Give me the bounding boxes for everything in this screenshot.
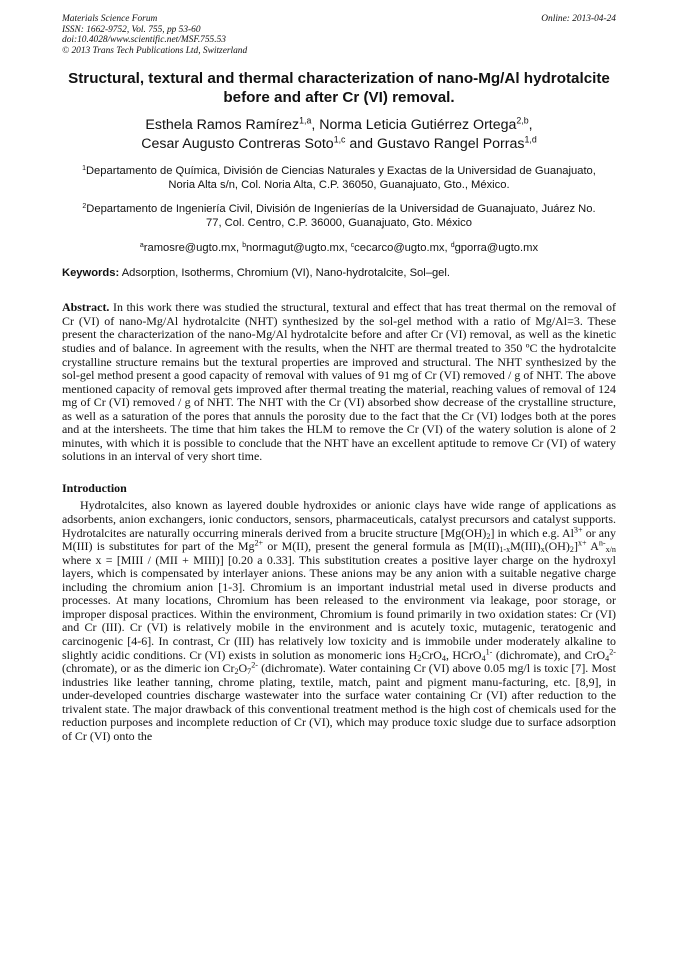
- text-run: or any M(III) is substitutes for part of the Mg: [62, 525, 616, 554]
- subscript: 7: [247, 667, 252, 677]
- email-address: gporra@ugto.mx: [454, 242, 539, 255]
- email-address: ramosre@ugto.mx,: [143, 242, 243, 255]
- subscript: 2: [234, 667, 239, 677]
- text-run: (dichromate). Water containing Cr (VI) above 0.05 mg/l is toxic [7]. Most industries like leather tanning, chrome plating, textile, match, paint and pigment manu-facturing, etc. [8,9], in under-developed countries discharge wastewater into the surface water containing Cr (VI) after reduction to the trivalent state. The major drawback of this conventional treatment method is the high cost of chemicals used for the reduction purposes and incomplete reduction of Cr (VI), which may produce toxic sludge due to surface adsorption of Cr (VI) onto the: [62, 661, 616, 743]
- journal-name: Materials Science Forum: [62, 14, 158, 24]
- author-list: [62, 116, 616, 153]
- subscript: 4: [441, 653, 446, 663]
- author-separator: ,: [311, 117, 320, 134]
- email-marker: b: [242, 242, 247, 250]
- affiliation-text: Departamento de Química, División de Ciencias Naturales y Exactas de la Universidad de Guanajuato, Noria Alta s/n, Col. Noria Alta, C.P. 36050, Guanajuato, Gto., México.: [85, 164, 596, 191]
- affiliation-marker: 1: [82, 164, 86, 172]
- issn-line: ISSN: 1662-9752, Vol. 755, pp 53-60: [62, 24, 201, 35]
- text-run: O: [238, 661, 248, 676]
- text-run: Hydrotalcites, also known as layered double hydroxides or anionic clays have wide range of applications as adsorbents, anion exchangers, ionic conductors, sensors, pharmaceuticals, catalyst precursors and catalyst supports. Hydrotalcites are naturally occurring minerals derived from a brucite structure [Mg(OH): [62, 498, 616, 540]
- superscript: n-: [598, 538, 606, 548]
- superscript: 3+: [573, 525, 583, 535]
- text-run: A: [586, 539, 599, 554]
- superscript: 2+: [254, 538, 264, 548]
- text-run: where x = [MIII / (MII + MIII)] [0.20 a 0.33]. This substitution creates a positive layer charge on the hydroxyl layers, which is compensated by interlayer anions. These anions may be any anion with a suitable negative charge including the chromium anion [1-3]. Chromium is an important industrial metal used in diverse products and processes. At many locations, Chromium has been released to the environment via leakage, poor storage, or improper disposal practices. Within the environment, Chromium is found primarily in two oxidation states: Cr (VI) and Cr (III). Cr (VI) is relatively mobile in the environment and is acutely toxic, mutagenic, teratogenic and carcinogenic [4-6]. In contrast, Cr (III) has relatively low toxicity and is immobile under moderately alkaline to slightly acidic conditions. Cr (VI) exists in solution as monomeric ions H: [62, 552, 616, 662]
- author-marker: 1,d: [524, 134, 537, 145]
- affiliation-marker: 2: [82, 202, 87, 210]
- text-run: or M(II), present the general formula as [M(II): [263, 539, 500, 554]
- subscript: 2: [417, 653, 422, 663]
- subscript: 1-x: [499, 545, 511, 555]
- text-run: (dichromate), and CrO: [492, 647, 606, 662]
- text-run: (OH): [544, 539, 570, 554]
- copyright-line: © 2013 Trans Tech Publications Ltd, Switzerland: [62, 45, 248, 56]
- email-address: cecarco@ugto.mx,: [354, 242, 451, 255]
- section-heading-introduction: Introduction: [62, 480, 127, 495]
- email-marker: c: [350, 242, 355, 250]
- author-name: Gustavo Rangel Porras: [377, 135, 525, 152]
- author-separator: and: [345, 135, 378, 152]
- text-run: , HCrO: [445, 647, 482, 662]
- abstract: [62, 301, 616, 464]
- abstract-label: Abstract.: [62, 300, 110, 315]
- author-name: Cesar Augusto Contreras Soto: [141, 135, 334, 152]
- subscript: 2: [486, 531, 491, 541]
- email-marker: a: [139, 242, 144, 250]
- superscript: x+: [577, 538, 587, 548]
- text-run: ] in which e.g. Al: [490, 525, 574, 540]
- author-name: Esthela Ramos Ramírez: [145, 117, 300, 134]
- doi-line: doi:10.4028/www.scientific.net/MSF.755.53: [62, 35, 226, 46]
- keywords: [62, 266, 616, 280]
- keywords-text: Adsorption, Isotherms, Chromium (VI), Nano-hydrotalcite, Sol–gel.: [119, 267, 450, 280]
- affiliation-2: [80, 202, 598, 230]
- text-run: ]: [573, 539, 578, 554]
- superscript: 1-: [485, 647, 493, 657]
- author-marker: 1,c: [333, 134, 346, 145]
- running-header: [62, 14, 616, 56]
- email-marker: d: [450, 242, 455, 250]
- text-run: M(III): [510, 539, 541, 554]
- text-run: (chromate), or as the dimeric ion Cr: [62, 661, 235, 676]
- email-address: normagut@ugto.mx,: [246, 242, 351, 255]
- subscript: 4: [481, 653, 486, 663]
- subscript: 2: [569, 545, 574, 555]
- author-name: Norma Leticia Gutiérrez Ortega: [319, 117, 517, 134]
- superscript: 2-: [251, 660, 258, 670]
- superscript: 2-: [609, 647, 616, 657]
- keywords-label: Keywords:: [62, 267, 120, 280]
- paper-title: Structural, textural and thermal characterization of nano-Mg/Al hydrotalcite before and after Cr (VI) removal.: [68, 70, 610, 106]
- introduction-paragraph: [62, 499, 616, 743]
- author-marker: 2,b: [516, 116, 529, 127]
- subscript: 4: [605, 653, 610, 663]
- author-separator: ,: [528, 117, 533, 134]
- email-list: [62, 241, 616, 255]
- subscript: x: [540, 545, 545, 555]
- subscript: x/n: [605, 545, 616, 555]
- abstract-text: In this work there was studied the structural, textural and effect that has treat thermal on the removal of Cr (VI) of nano-Mg/Al hydrotalcite (NHT) synthesized by the sol-gel method with a ratio of Mg/Al=3. These present the characterization of the nano-Mg/Al hydrotalcite before and after Cr (VI) removal, as well as the kinetic studies and of balance. In agreement with the results, when the NHT are thermal treated to 350 ºC the hydrotalcite crystalline structure remains but the textural properties are improved and structural. The NHT synthesized by the sol-gel method present a good capacity of removal with values of 91 mg of Cr (VI) removed / g of NHT. The above mentioned capacity of removal gets improved after thermal treating the material, reaching values of removal of 124 mg of Cr (VI) removed / g of NHT. The NHT with the Cr (VI) absorbed show decrease of the crystalline structure, as well as a saturation of the pores that annuls the porosity due to the fact that the Cr (VI) lodges both at the pores and at the intersheets. The time that him takes the HLM to remove the Cr (VI) of the watery solution is alone of 2 minutes, with which it is possible to conclude that the NHT have an excellent aptitude to remove Cr (VI) of watery solutions in an interval of very short time.: [62, 300, 616, 464]
- author-marker: 1,a: [299, 116, 312, 127]
- affiliation-1: [80, 164, 598, 192]
- affiliation-text: Departamento de Ingeniería Civil, División de Ingenierías de la Universidad de Guanajuato, Juárez No. 77, Col. Centro, C.P. 36000, Guanajuato, Gto. México: [86, 202, 596, 230]
- text-run: CrO: [421, 647, 442, 662]
- online-date: Online: 2013-04-24: [541, 14, 616, 24]
